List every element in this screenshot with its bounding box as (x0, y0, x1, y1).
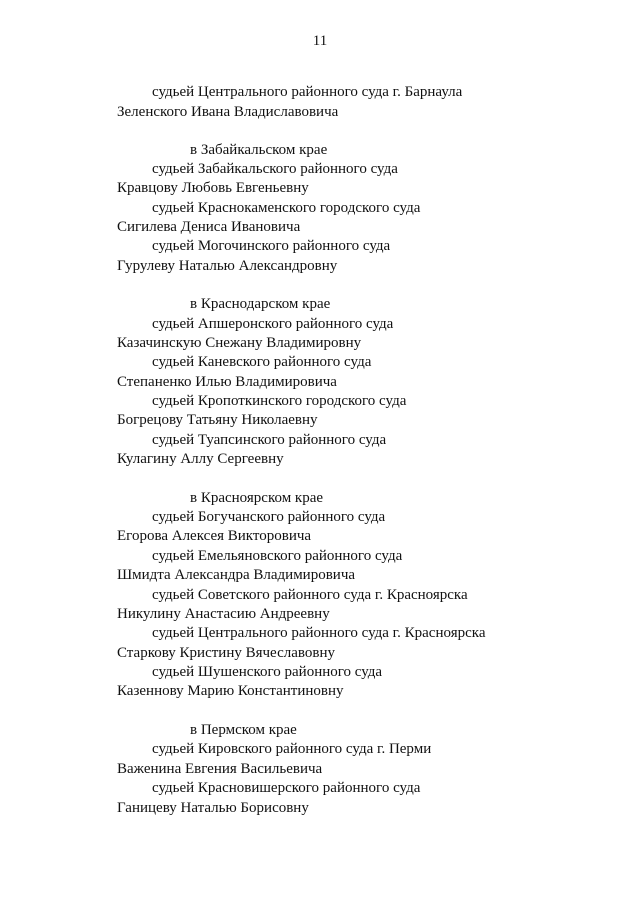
court-position-line: судьей Краснокаменского городского суда (152, 200, 421, 216)
court-position-line: судьей Богучанского районного суда (152, 509, 386, 525)
judge-name-line: Шмидта Александра Владимировича (117, 567, 356, 583)
court-position-line: судьей Красновишерского районного суда (152, 780, 421, 796)
court-position-line: судьей Апшеронского районного суда (152, 316, 394, 332)
court-position-line: судьей Шушенского районного суда (152, 664, 383, 680)
court-position-line: судьей Могочинского районного суда (152, 238, 391, 254)
judge-name-line: Старкову Кристину Вячеславовну (117, 645, 335, 661)
judge-name-line: Гурулеву Наталью Александровну (117, 258, 338, 274)
judge-name-line: Казачинскую Снежану Владимировну (117, 335, 362, 351)
judge-name-line: Казеннову Марию Константиновну (117, 683, 344, 699)
court-position-line: судьей Советского районного суда г. Красноярска (152, 587, 468, 603)
court-position-line: судьей Туапсинского районного суда (152, 432, 387, 448)
region-heading: в Краснодарском крае (190, 296, 331, 312)
judge-name-line: Важенина Евгения Васильевича (117, 761, 323, 777)
judge-name-line: Никулину Анастасию Андреевну (117, 606, 330, 622)
court-position-line: судьей Кировского районного суда г. Перми (152, 741, 432, 757)
judge-name-line: Кулагину Аллу Сергеевну (117, 451, 284, 467)
judge-name-line: Егорова Алексея Викторовича (117, 528, 312, 544)
court-position-line: судьей Емельяновского районного суда (152, 548, 403, 564)
region-heading: в Забайкальском крае (190, 142, 328, 158)
judge-name-line: Степаненко Илью Владимировича (117, 374, 337, 390)
judge-name-line: Зеленского Ивана Владиславовича (117, 104, 339, 120)
judge-name-line: Кравцову Любовь Евгеньевну (117, 180, 309, 196)
court-position-line: судьей Центрального районного суда г. Красноярска (152, 625, 486, 641)
region-heading: в Красноярском крае (190, 490, 324, 506)
page-number: 11 (312, 33, 328, 49)
court-position-line: судьей Кропоткинского городского суда (152, 393, 407, 409)
judge-name-line: Ганицеву Наталью Борисовну (117, 800, 309, 816)
judge-name-line: Сигилева Дениса Ивановича (117, 219, 301, 235)
judge-name-line: Богрецову Татьяну Николаевну (117, 412, 318, 428)
court-position-line: судьей Каневского районного суда (152, 354, 372, 370)
court-position-line: судьей Центрального районного суда г. Барнаула (152, 84, 463, 100)
court-position-line: судьей Забайкальского районного суда (152, 161, 398, 177)
region-heading: в Пермском крае (190, 722, 297, 738)
